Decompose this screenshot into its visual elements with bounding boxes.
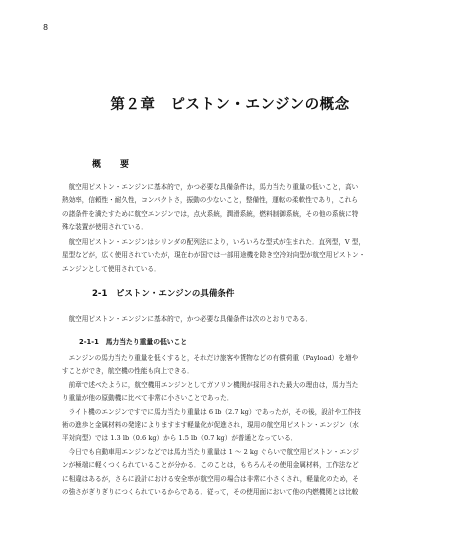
overview-paragraph-1 <box>62 181 398 235</box>
text-line: すことができ，航空機の性能も向上できる． <box>62 367 194 376</box>
text-line: 星型などが，広く使用されていたが，現在わが国では一部用途機を除き空冷対向型が航空用ピストン・ <box>62 251 366 260</box>
section-2-1-paragraph <box>62 313 398 326</box>
text-line: 今日でも自動車用エンジンなどでは馬力当たり重量は 1 ～ 2 kg ぐらいで航空用ピストン・エンジ <box>62 447 359 456</box>
text-line: エンジンとして使用されている． <box>62 264 161 273</box>
text-line: 熱効率，信頼性・耐久性，コンパクトさ，振動の少ないこと，整備性，運転の柔軟性であり，これら <box>62 196 358 205</box>
text-line: の諸条件を満たすために航空エンジンでは，点火系統，潤滑系統，燃料制御系統，その他の系統に特 <box>62 209 359 218</box>
text-line: の強さがぎりぎりにつくられているからである．従って，その使用面において他の内燃機関とは比較 <box>62 488 359 497</box>
text-line: 航空用ピストン・エンジンはシリンダの配列法により，いろいろな型式が生まれた．直列型，V 型， <box>62 238 365 246</box>
text-line: 平対向型）では 1.3 lb（0.6 kg）から 1.5 lb（0.7 kg）が普通となっている． <box>62 434 298 443</box>
page-number: 8 <box>43 23 49 32</box>
text-line: 前章で述べたように，航空機用エンジンとしてガソリン機関が採用された最大の理由は，馬力当た <box>62 380 359 389</box>
section-2-1-heading: 2-1 ピストン・エンジンの具備条件 <box>92 289 235 299</box>
text-line: 殊な装置が使用されている． <box>62 223 148 232</box>
text-line: 航空用ピストン・エンジンに基本的で，かつ必要な具備条件は，馬力当たり重量の低いこと，高い <box>62 183 359 191</box>
section-2-1-1-heading: 2-1-1 馬力当たり重量の低いこと <box>79 338 188 346</box>
chapter-title: 第２章 ピストン・エンジンの概念 <box>110 97 350 113</box>
text-line: に相違はあるが，さらに設計における安全率が航空用の場合は非常に小さくされ，軽量化のため，そ <box>62 474 359 483</box>
text-line: り重量が他の原動機に比べて非常に小さいことであった． <box>62 394 234 403</box>
text-line: 航空用ピストン・エンジンに基本的で，かつ必要な具備条件は次のとおりである． <box>62 315 313 323</box>
text-line: 術の進歩と金属材料の発達によりますます軽量化が促進され，現用の航空用ピストン・エンジン（水 <box>62 421 359 430</box>
overview-heading: 概 要 <box>92 160 135 170</box>
section-2-1-1-body <box>62 352 398 499</box>
overview-paragraph-2 <box>62 236 398 276</box>
text-line: エンジンの馬力当たり重量を低くすると，それだけ旅客や貨物などの有償荷重（Payload）を増や <box>62 354 359 362</box>
text-line: ンが極端に軽くつくられていることが分かる．このことは，もちろんその使用金属材料，工作法など <box>62 461 359 470</box>
text-line: ライト機のエンジンですでに馬力当たり重量は 6 lb（2.7 kg）であったが，その後，設計や工作技 <box>62 407 361 416</box>
